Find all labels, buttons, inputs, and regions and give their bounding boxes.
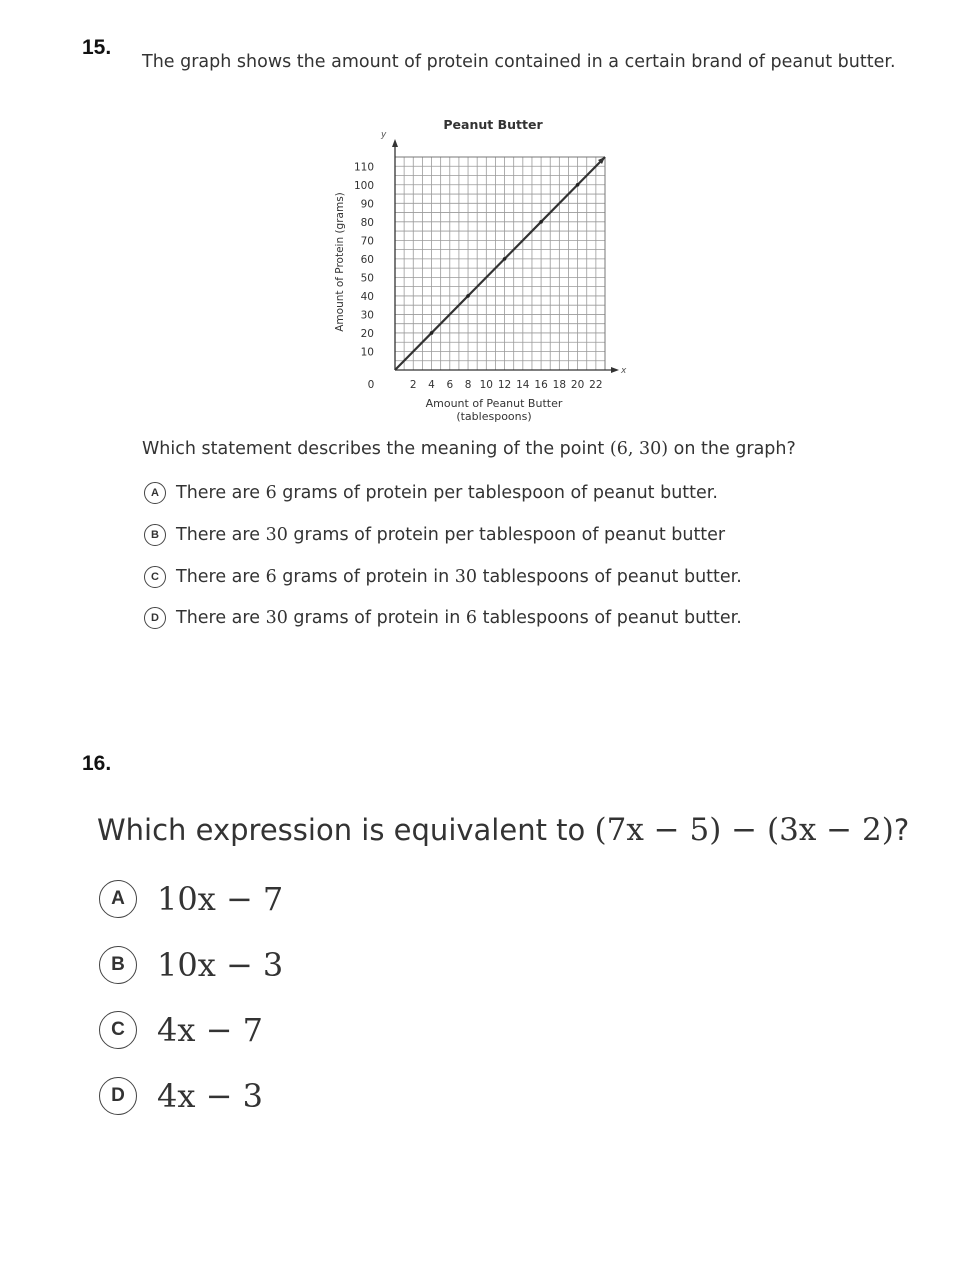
x-tick-label: 12 — [497, 379, 512, 391]
q15-choice-d[interactable] — [144, 607, 742, 629]
choice-expression: 4x − 3 — [157, 1077, 263, 1115]
q16-choice-c[interactable] — [99, 1011, 263, 1049]
x-tick-label: 6 — [446, 379, 454, 391]
question-15-point: (6, 30) — [609, 439, 669, 459]
y-tick-label: 30 — [360, 309, 374, 322]
y-tick-label: 90 — [360, 198, 374, 211]
y-axis-arrow — [392, 139, 398, 147]
x-axis-subtitle: (tablespoons) — [456, 410, 532, 423]
x-tick-label: 14 — [516, 379, 530, 391]
choice-text: There are 6 grams of protein per tablespoon of peanut butter. — [176, 483, 718, 503]
choice-expression: 10x − 3 — [157, 946, 284, 984]
x-axis-title: Amount of Peanut Butter — [425, 397, 563, 410]
question-15-prompt: The graph shows the amount of protein contained in a certain brand of peanut butter. — [142, 52, 896, 72]
data-point — [503, 257, 507, 261]
choice-text: There are 30 grams of protein in 6 tablespoons of peanut butter. — [176, 608, 742, 628]
y-tick-label: 100 — [353, 179, 374, 192]
x-tick-label: 20 — [570, 379, 585, 391]
y-axis-title: Amount of Protein (grams) — [334, 192, 346, 332]
choice-text: There are 30 grams of protein per tablespoon of peanut butter — [176, 525, 726, 545]
y-tick-label: 70 — [360, 235, 374, 248]
y-tick-label: 50 — [360, 272, 374, 285]
q16-choice-a[interactable] — [99, 880, 283, 918]
y-tick-label: 20 — [360, 327, 374, 340]
x-tick-label: 18 — [552, 379, 567, 391]
origin-label: 0 — [367, 379, 375, 391]
y-tick-label: 60 — [360, 253, 374, 266]
choice-letter-b: B — [99, 946, 137, 984]
question-16-expression: (7x − 5) − (3x − 2) — [594, 812, 894, 848]
x-tick-label: 10 — [479, 379, 493, 391]
data-line — [395, 157, 605, 370]
q15-choice-b[interactable] — [144, 524, 725, 546]
x-axis-arrow — [611, 367, 619, 373]
choice-expression: 10x − 7 — [157, 880, 284, 918]
chart-title: Peanut Butter — [443, 117, 543, 132]
x-tick-label: 4 — [428, 379, 435, 391]
question-16-number: 16. — [82, 752, 112, 775]
choice-letter-b: B — [144, 524, 166, 546]
data-point — [539, 220, 543, 224]
question-15-number: 15. — [82, 36, 112, 59]
y-axis-letter: y — [381, 130, 387, 140]
x-tick-label: 2 — [409, 379, 417, 391]
question-16-question: Which expression is equivalent to (7x − 5) − (3x − 2)? — [97, 812, 910, 848]
choice-letter-d: D — [99, 1077, 137, 1115]
question-15-question: Which statement describes the meaning of the point (6, 30) on the graph? — [142, 439, 796, 459]
x-axis-letter: x — [621, 366, 627, 376]
x-tick-label: 16 — [534, 379, 548, 391]
x-tick-label: 8 — [464, 379, 472, 391]
peanut-butter-chart — [325, 110, 625, 430]
y-tick-label: 40 — [360, 290, 374, 303]
data-point — [466, 294, 470, 298]
q16-choice-d[interactable] — [99, 1077, 263, 1115]
choice-letter-c: C — [144, 566, 166, 588]
q15-choice-c[interactable] — [144, 566, 742, 588]
choice-letter-a: A — [99, 880, 137, 918]
y-tick-label: 80 — [360, 216, 374, 229]
data-point — [576, 183, 580, 187]
y-tick-label: 10 — [360, 346, 374, 359]
data-point — [430, 331, 434, 335]
q16-choice-b[interactable] — [99, 946, 283, 984]
choice-letter-c: C — [99, 1011, 137, 1049]
choice-expression: 4x − 7 — [157, 1011, 263, 1049]
y-tick-label: 110 — [353, 161, 374, 174]
x-tick-label: 22 — [589, 379, 603, 391]
choice-letter-a: A — [144, 482, 166, 504]
q15-choice-a[interactable] — [144, 482, 718, 504]
choice-letter-d: D — [144, 607, 166, 629]
choice-text: There are 6 grams of protein in 30 tablespoons of peanut butter. — [176, 567, 742, 587]
